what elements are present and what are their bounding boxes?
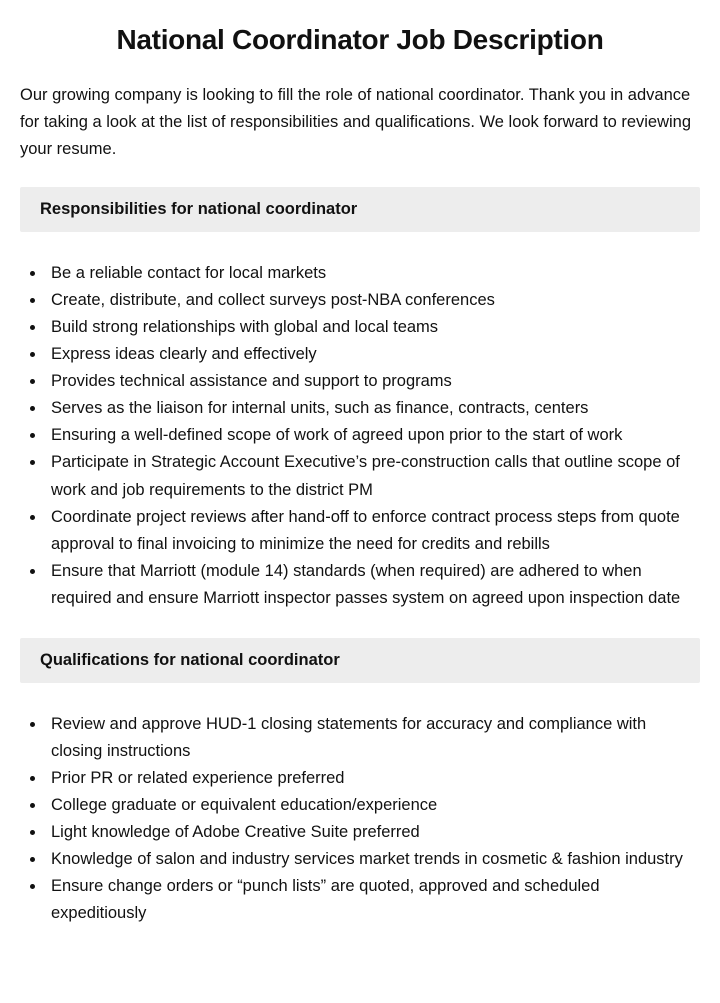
list-item: • Review and approve HUD-1 closing statements for accuracy and compliance with closing instructions xyxy=(46,711,698,765)
responsibilities-section-header: Responsibilities for national coordinator xyxy=(20,187,700,232)
list-item: • Light knowledge of Adobe Creative Suite preferred xyxy=(46,819,698,846)
intro-paragraph: Our growing company is looking to fill the role of national coordinator. Thank you in advance for taking a look at the list of responsibilities and qualifications. We look forward to reviewing your resume. xyxy=(20,86,692,159)
list-item: • Serves as the liaison for internal units, such as finance, contracts, centers xyxy=(46,395,698,422)
list-item: • Build strong relationships with global and local teams xyxy=(46,314,698,341)
list-item: • Provides technical assistance and support to programs xyxy=(46,368,698,395)
qualifications-section-header: Qualifications for national coordinator xyxy=(20,638,700,683)
qualifications-list xyxy=(20,711,698,927)
list-item: • Ensuring a well-defined scope of work of agreed upon prior to the start of work xyxy=(46,422,698,449)
responsibilities-list xyxy=(20,260,698,612)
list-item: • Coordinate project reviews after hand-off to enforce contract process steps from quote approval to final invoicing to minimize the need for credits and rebills xyxy=(46,504,698,558)
page-title: National Coordinator Job Description xyxy=(116,24,604,55)
list-item: • College graduate or equivalent education/experience xyxy=(46,792,698,819)
list-item: • Ensure that Marriott (module 14) standards (when required) are adhered to when required and ensure Marriott inspector passes system on agreed upon inspection date xyxy=(46,558,698,612)
list-item: • Ensure change orders or “punch lists” are quoted, approved and scheduled expeditiously xyxy=(46,873,698,927)
list-item: • Prior PR or related experience preferred xyxy=(46,765,698,792)
list-item: • Express ideas clearly and effectively xyxy=(46,341,698,368)
list-item: • Be a reliable contact for local markets xyxy=(46,260,698,287)
list-item: • Knowledge of salon and industry services market trends in cosmetic & fashion industry xyxy=(46,846,698,873)
list-item: • Create, distribute, and collect surveys post-NBA conferences xyxy=(46,287,698,314)
list-item: • Participate in Strategic Account Executive’s pre-construction calls that outline scope of work and job requirements to the district PM xyxy=(46,449,698,503)
